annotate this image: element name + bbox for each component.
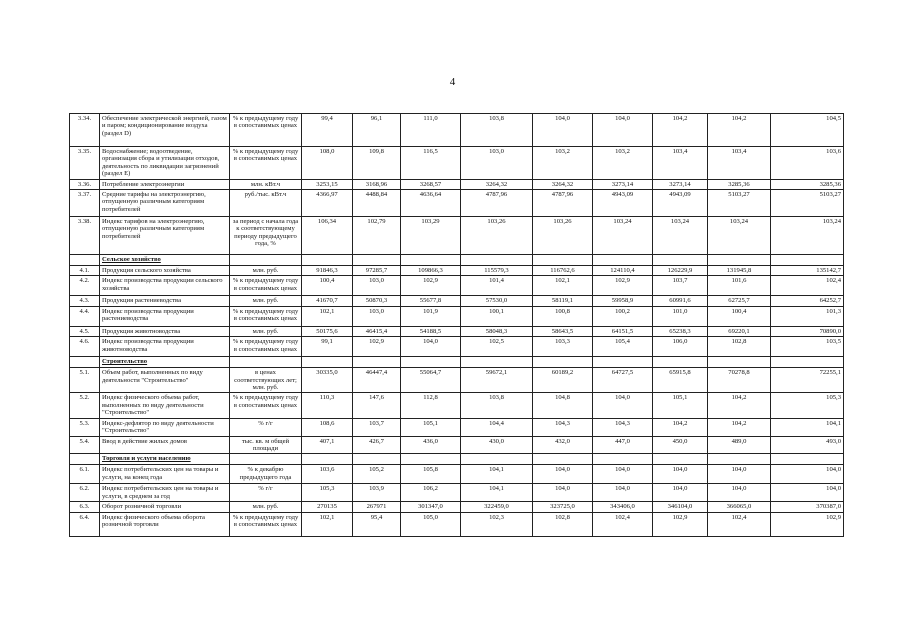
value-cell: 103,6 bbox=[302, 465, 353, 484]
indicator-name: Обеспечение электрической энергией, газом и паром; кондиционирование воздуха (раздел D) bbox=[100, 114, 230, 147]
value-cell: 103,24 bbox=[593, 217, 653, 255]
value-cell: 103,2 bbox=[533, 147, 593, 180]
value-cell: 447,0 bbox=[593, 436, 653, 454]
indicator-name: Оборот розничной торговли bbox=[100, 502, 230, 512]
value-cell: 46447,4 bbox=[353, 368, 401, 393]
value-cell: 105,1 bbox=[401, 418, 461, 436]
value-cell: 104,2 bbox=[708, 418, 771, 436]
value-cell: 450,0 bbox=[653, 436, 708, 454]
value-cell: 3285,36 bbox=[708, 179, 771, 189]
value-cell: 3273,14 bbox=[593, 179, 653, 189]
value-cell: 124110,4 bbox=[593, 266, 653, 276]
indicator-name: Индекс физического объема оборота розничной торговли bbox=[100, 512, 230, 536]
value-cell: 65238,3 bbox=[653, 326, 708, 336]
value-cell: 103,7 bbox=[353, 418, 401, 436]
section-header-row bbox=[70, 255, 844, 266]
section-title: Сельское хозяйство bbox=[100, 255, 230, 266]
section-empty-cell bbox=[593, 454, 653, 465]
value-cell: 72255,1 bbox=[771, 368, 844, 393]
value-cell: 103,0 bbox=[353, 306, 401, 326]
value-cell: 322459,0 bbox=[461, 502, 533, 512]
unit-of-measure: % к предыдущему году в сопоставимых ценах bbox=[230, 147, 302, 180]
value-cell: 3253,15 bbox=[302, 179, 353, 189]
value-cell: 55064,7 bbox=[401, 368, 461, 393]
value-cell: 95,4 bbox=[353, 512, 401, 536]
value-cell: 103,3 bbox=[533, 337, 593, 357]
value-cell: 58048,3 bbox=[461, 326, 533, 336]
value-cell: 103,4 bbox=[653, 147, 708, 180]
value-cell: 366065,0 bbox=[708, 502, 771, 512]
value-cell: 103,26 bbox=[533, 217, 593, 255]
value-cell: 57530,0 bbox=[461, 296, 533, 306]
section-empty-cell bbox=[771, 255, 844, 266]
value-cell: 103,0 bbox=[353, 276, 401, 296]
unit-of-measure: % г/г bbox=[230, 418, 302, 436]
row-code: 4.2. bbox=[70, 276, 100, 296]
value-cell: 407,1 bbox=[302, 436, 353, 454]
value-cell: 101,4 bbox=[461, 276, 533, 296]
indicator-name: Объем работ, выполненных по виду деятельности "Строительство" bbox=[100, 368, 230, 393]
indicator-name: Индекс потребительских цен на товары и услуги, в среднем за год bbox=[100, 484, 230, 502]
unit-of-measure: % к предыдущему году в сопоставимых ценах bbox=[230, 512, 302, 536]
section-empty-cell bbox=[302, 357, 353, 368]
row-code: 3.38. bbox=[70, 217, 100, 255]
table-row bbox=[70, 512, 844, 536]
unit-of-measure: млн. руб. bbox=[230, 326, 302, 336]
value-cell: 301347,0 bbox=[401, 502, 461, 512]
value-cell: 101,6 bbox=[708, 276, 771, 296]
unit-of-measure: % к предыдущему году в сопоставимых ценах bbox=[230, 276, 302, 296]
section-empty-cell bbox=[401, 454, 461, 465]
value-cell: 104,0 bbox=[653, 484, 708, 502]
unit-of-measure: % к декабрю предыдущего года bbox=[230, 465, 302, 484]
table-row bbox=[70, 179, 844, 189]
value-cell: 106,2 bbox=[401, 484, 461, 502]
section-empty-cell bbox=[708, 255, 771, 266]
value-cell: 100,2 bbox=[593, 306, 653, 326]
value-cell: 102,3 bbox=[461, 512, 533, 536]
value-cell: 103,9 bbox=[353, 484, 401, 502]
indicator-name: Продукция растениеводства bbox=[100, 296, 230, 306]
value-cell: 103,0 bbox=[461, 147, 533, 180]
value-cell: 65915,8 bbox=[653, 368, 708, 393]
row-code: 3.37. bbox=[70, 190, 100, 217]
value-cell: 4366,97 bbox=[302, 190, 353, 217]
page-number: 4 bbox=[449, 76, 456, 88]
section-empty-cell bbox=[401, 357, 461, 368]
row-code: 3.35. bbox=[70, 147, 100, 180]
value-cell: 105,3 bbox=[302, 484, 353, 502]
value-cell: 104,0 bbox=[401, 337, 461, 357]
indicators-table bbox=[69, 113, 844, 537]
value-cell: 4787,96 bbox=[533, 190, 593, 217]
value-cell: 60991,6 bbox=[653, 296, 708, 306]
unit-of-measure: % к предыдущему году в сопоставимых ценах bbox=[230, 114, 302, 147]
section-empty-cell bbox=[533, 255, 593, 266]
value-cell: 101,0 bbox=[653, 306, 708, 326]
unit-of-measure: млн. кВт.ч bbox=[230, 179, 302, 189]
row-code: 4.1. bbox=[70, 266, 100, 276]
value-cell: 104,1 bbox=[461, 484, 533, 502]
value-cell: 104,2 bbox=[708, 114, 771, 147]
value-cell: 104,1 bbox=[461, 465, 533, 484]
value-cell: 105,4 bbox=[593, 337, 653, 357]
value-cell: 102,9 bbox=[353, 337, 401, 357]
value-cell: 104,8 bbox=[533, 393, 593, 418]
value-cell: 99,1 bbox=[302, 337, 353, 357]
section-empty-cell bbox=[230, 255, 302, 266]
row-code: 4.4. bbox=[70, 306, 100, 326]
value-cell: 99,4 bbox=[302, 114, 353, 147]
value-cell: 104,0 bbox=[771, 465, 844, 484]
section-empty-cell bbox=[708, 357, 771, 368]
section-code-cell bbox=[70, 357, 100, 368]
section-empty-cell bbox=[302, 454, 353, 465]
value-cell: 103,8 bbox=[461, 393, 533, 418]
row-code: 3.34. bbox=[70, 114, 100, 147]
value-cell: 100,4 bbox=[708, 306, 771, 326]
value-cell: 64151,5 bbox=[593, 326, 653, 336]
indicator-name: Водоснабжение; водоотведение, организация сбора и утилизации отходов, деятельность по ликвидации загрязнений (раздел E) bbox=[100, 147, 230, 180]
value-cell: 64252,7 bbox=[771, 296, 844, 306]
value-cell: 104,0 bbox=[533, 484, 593, 502]
value-cell: 102,8 bbox=[708, 337, 771, 357]
value-cell: 64727,5 bbox=[593, 368, 653, 393]
indicator-name: Продукция животноводства bbox=[100, 326, 230, 336]
value-cell: 126229,9 bbox=[653, 266, 708, 276]
unit-of-measure: за период с начала года к соответствующему периоду предыдущего года, % bbox=[230, 217, 302, 255]
value-cell: 30335,0 bbox=[302, 368, 353, 393]
value-cell: 115579,3 bbox=[461, 266, 533, 276]
value-cell: 426,7 bbox=[353, 436, 401, 454]
value-cell: 104,0 bbox=[533, 114, 593, 147]
value-cell: 270135 bbox=[302, 502, 353, 512]
value-cell: 104,3 bbox=[593, 418, 653, 436]
value-cell: 104,2 bbox=[708, 393, 771, 418]
indicator-name: Индекс-дефлятор по виду деятельности "Строительство" bbox=[100, 418, 230, 436]
row-code: 6.1. bbox=[70, 465, 100, 484]
value-cell: 104,0 bbox=[653, 465, 708, 484]
row-code: 6.2. bbox=[70, 484, 100, 502]
indicator-name: Индекс физического объема работ, выполненных по виду деятельности "Строительство" bbox=[100, 393, 230, 418]
value-cell: 62725,7 bbox=[708, 296, 771, 306]
value-cell: 60189,2 bbox=[533, 368, 593, 393]
value-cell: 103,5 bbox=[771, 337, 844, 357]
value-cell: 58643,5 bbox=[533, 326, 593, 336]
table-row bbox=[70, 326, 844, 336]
value-cell: 131945,8 bbox=[708, 266, 771, 276]
row-code: 5.1. bbox=[70, 368, 100, 393]
value-cell: 111,0 bbox=[401, 114, 461, 147]
section-empty-cell bbox=[653, 357, 708, 368]
unit-of-measure: % к предыдущему году в сопоставимых ценах bbox=[230, 337, 302, 357]
value-cell: 105,2 bbox=[353, 465, 401, 484]
value-cell: 100,8 bbox=[533, 306, 593, 326]
value-cell: 5103,27 bbox=[708, 190, 771, 217]
value-cell: 103,29 bbox=[401, 217, 461, 255]
value-cell: 103,24 bbox=[771, 217, 844, 255]
row-code: 6.3. bbox=[70, 502, 100, 512]
section-empty-cell bbox=[708, 454, 771, 465]
indicator-name: Индекс производства продукции животноводства bbox=[100, 337, 230, 357]
value-cell: 104,2 bbox=[653, 418, 708, 436]
section-title: Торговля и услуги населению bbox=[100, 454, 230, 465]
value-cell: 54188,5 bbox=[401, 326, 461, 336]
value-cell: 91846,3 bbox=[302, 266, 353, 276]
value-cell: 3264,32 bbox=[461, 179, 533, 189]
value-cell: 59672,1 bbox=[461, 368, 533, 393]
section-empty-cell bbox=[353, 454, 401, 465]
value-cell: 104,0 bbox=[593, 393, 653, 418]
value-cell: 103,2 bbox=[593, 147, 653, 180]
value-cell: 323725,0 bbox=[533, 502, 593, 512]
value-cell: 105,3 bbox=[771, 393, 844, 418]
section-empty-cell bbox=[653, 454, 708, 465]
value-cell: 104,0 bbox=[533, 465, 593, 484]
unit-of-measure: % к предыдущему году в сопоставимых ценах bbox=[230, 306, 302, 326]
value-cell: 103,7 bbox=[653, 276, 708, 296]
value-cell: 104,1 bbox=[771, 418, 844, 436]
value-cell: 104,5 bbox=[771, 114, 844, 147]
value-cell: 102,9 bbox=[653, 512, 708, 536]
indicator-name: Ввод в действие жилых домов bbox=[100, 436, 230, 454]
table-row bbox=[70, 147, 844, 180]
row-code: 6.4. bbox=[70, 512, 100, 536]
value-cell: 103,26 bbox=[461, 217, 533, 255]
section-empty-cell bbox=[230, 357, 302, 368]
table-row bbox=[70, 368, 844, 393]
value-cell: 116,5 bbox=[401, 147, 461, 180]
value-cell: 102,4 bbox=[771, 276, 844, 296]
value-cell: 3273,14 bbox=[653, 179, 708, 189]
value-cell: 100,4 bbox=[302, 276, 353, 296]
value-cell: 4943,09 bbox=[593, 190, 653, 217]
value-cell: 104,0 bbox=[708, 484, 771, 502]
unit-of-measure: тыс. кв. м общей площади bbox=[230, 436, 302, 454]
value-cell: 69220,1 bbox=[708, 326, 771, 336]
value-cell: 102,1 bbox=[302, 306, 353, 326]
unit-of-measure: млн. руб. bbox=[230, 266, 302, 276]
value-cell: 3268,57 bbox=[401, 179, 461, 189]
value-cell: 106,0 bbox=[653, 337, 708, 357]
value-cell: 343406,0 bbox=[593, 502, 653, 512]
value-cell: 55677,8 bbox=[401, 296, 461, 306]
value-cell: 267971 bbox=[353, 502, 401, 512]
value-cell: 430,0 bbox=[461, 436, 533, 454]
value-cell: 46415,4 bbox=[353, 326, 401, 336]
value-cell: 102,4 bbox=[708, 512, 771, 536]
value-cell: 105,0 bbox=[401, 512, 461, 536]
value-cell: 103,24 bbox=[708, 217, 771, 255]
value-cell: 104,0 bbox=[771, 484, 844, 502]
value-cell: 103,24 bbox=[653, 217, 708, 255]
section-code-cell bbox=[70, 454, 100, 465]
value-cell: 102,1 bbox=[302, 512, 353, 536]
value-cell: 493,0 bbox=[771, 436, 844, 454]
value-cell: 100,1 bbox=[461, 306, 533, 326]
section-empty-cell bbox=[302, 255, 353, 266]
value-cell: 102,9 bbox=[593, 276, 653, 296]
value-cell: 108,0 bbox=[302, 147, 353, 180]
value-cell: 101,9 bbox=[401, 306, 461, 326]
table-row bbox=[70, 190, 844, 217]
indicators-table-container bbox=[69, 113, 843, 537]
value-cell: 135142,7 bbox=[771, 266, 844, 276]
value-cell: 108,6 bbox=[302, 418, 353, 436]
table-row bbox=[70, 502, 844, 512]
value-cell: 50175,6 bbox=[302, 326, 353, 336]
value-cell: 70890,0 bbox=[771, 326, 844, 336]
table-row bbox=[70, 276, 844, 296]
section-empty-cell bbox=[401, 255, 461, 266]
row-code: 5.2. bbox=[70, 393, 100, 418]
table-row bbox=[70, 337, 844, 357]
value-cell: 103,8 bbox=[461, 114, 533, 147]
section-title: Строительство bbox=[100, 357, 230, 368]
indicator-name: Индекс производства продукции растениеводства bbox=[100, 306, 230, 326]
value-cell: 4787,96 bbox=[461, 190, 533, 217]
value-cell: 104,0 bbox=[593, 465, 653, 484]
value-cell: 102,5 bbox=[461, 337, 533, 357]
table-row bbox=[70, 296, 844, 306]
table-row bbox=[70, 393, 844, 418]
unit-of-measure: млн. руб. bbox=[230, 296, 302, 306]
value-cell: 102,79 bbox=[353, 217, 401, 255]
row-code: 3.36. bbox=[70, 179, 100, 189]
value-cell: 370387,0 bbox=[771, 502, 844, 512]
section-empty-cell bbox=[533, 454, 593, 465]
value-cell: 110,3 bbox=[302, 393, 353, 418]
unit-of-measure: в ценах соответствующих лет; млн. руб. bbox=[230, 368, 302, 393]
value-cell: 104,0 bbox=[593, 484, 653, 502]
table-row bbox=[70, 484, 844, 502]
section-empty-cell bbox=[593, 357, 653, 368]
value-cell: 103,6 bbox=[771, 147, 844, 180]
value-cell: 489,0 bbox=[708, 436, 771, 454]
indicator-name: Индекс потребительских цен на товары и услуги, на конец года bbox=[100, 465, 230, 484]
value-cell: 436,0 bbox=[401, 436, 461, 454]
unit-of-measure: % г/г bbox=[230, 484, 302, 502]
unit-of-measure: млн. руб. bbox=[230, 502, 302, 512]
value-cell: 4488,84 bbox=[353, 190, 401, 217]
value-cell: 109866,3 bbox=[401, 266, 461, 276]
value-cell: 102,9 bbox=[771, 512, 844, 536]
value-cell: 4943,09 bbox=[653, 190, 708, 217]
row-code: 5.4. bbox=[70, 436, 100, 454]
section-header-row bbox=[70, 454, 844, 465]
value-cell: 4636,64 bbox=[401, 190, 461, 217]
table-row bbox=[70, 114, 844, 147]
value-cell: 112,8 bbox=[401, 393, 461, 418]
section-empty-cell bbox=[230, 454, 302, 465]
row-code: 5.3. bbox=[70, 418, 100, 436]
section-code-cell bbox=[70, 255, 100, 266]
value-cell: 102,1 bbox=[533, 276, 593, 296]
value-cell: 104,4 bbox=[461, 418, 533, 436]
value-cell: 104,2 bbox=[653, 114, 708, 147]
value-cell: 59958,9 bbox=[593, 296, 653, 306]
value-cell: 109,8 bbox=[353, 147, 401, 180]
row-code: 4.5. bbox=[70, 326, 100, 336]
indicator-name: Потребление электроэнергии bbox=[100, 179, 230, 189]
table-row bbox=[70, 217, 844, 255]
section-header-row bbox=[70, 357, 844, 368]
value-cell: 41670,7 bbox=[302, 296, 353, 306]
section-empty-cell bbox=[533, 357, 593, 368]
value-cell: 50870,3 bbox=[353, 296, 401, 306]
table-body bbox=[70, 114, 844, 537]
value-cell: 3168,96 bbox=[353, 179, 401, 189]
value-cell: 116762,6 bbox=[533, 266, 593, 276]
section-empty-cell bbox=[461, 255, 533, 266]
value-cell: 5103,27 bbox=[771, 190, 844, 217]
value-cell: 101,3 bbox=[771, 306, 844, 326]
value-cell: 97285,7 bbox=[353, 266, 401, 276]
section-empty-cell bbox=[461, 357, 533, 368]
value-cell: 106,34 bbox=[302, 217, 353, 255]
value-cell: 102,9 bbox=[401, 276, 461, 296]
section-empty-cell bbox=[771, 454, 844, 465]
section-empty-cell bbox=[653, 255, 708, 266]
value-cell: 432,0 bbox=[533, 436, 593, 454]
row-code: 4.6. bbox=[70, 337, 100, 357]
value-cell: 103,4 bbox=[708, 147, 771, 180]
unit-of-measure: % к предыдущему году в сопоставимых ценах bbox=[230, 393, 302, 418]
value-cell: 105,1 bbox=[653, 393, 708, 418]
section-empty-cell bbox=[593, 255, 653, 266]
indicator-name: Индекс тарифов на электроэнергию, отпущенную различным категориям потребителей bbox=[100, 217, 230, 255]
value-cell: 104,0 bbox=[708, 465, 771, 484]
indicator-name: Продукция сельского хозяйства bbox=[100, 266, 230, 276]
value-cell: 58119,1 bbox=[533, 296, 593, 306]
table-row bbox=[70, 436, 844, 454]
value-cell: 104,0 bbox=[593, 114, 653, 147]
indicator-name: Индекс производства продукции сельского хозяйства bbox=[100, 276, 230, 296]
row-code: 4.3. bbox=[70, 296, 100, 306]
table-row bbox=[70, 418, 844, 436]
section-empty-cell bbox=[771, 357, 844, 368]
indicator-name: Средние тарифы на электроэнергию, отпущенную различным категориям потребителей bbox=[100, 190, 230, 217]
value-cell: 96,1 bbox=[353, 114, 401, 147]
section-empty-cell bbox=[353, 357, 401, 368]
table-row bbox=[70, 266, 844, 276]
unit-of-measure: руб./тыс. кВт.ч bbox=[230, 190, 302, 217]
table-row bbox=[70, 465, 844, 484]
value-cell: 102,8 bbox=[533, 512, 593, 536]
value-cell: 346104,0 bbox=[653, 502, 708, 512]
value-cell: 104,3 bbox=[533, 418, 593, 436]
value-cell: 102,4 bbox=[593, 512, 653, 536]
value-cell: 70278,8 bbox=[708, 368, 771, 393]
value-cell: 105,8 bbox=[401, 465, 461, 484]
value-cell: 3285,36 bbox=[771, 179, 844, 189]
table-row bbox=[70, 306, 844, 326]
section-empty-cell bbox=[353, 255, 401, 266]
section-empty-cell bbox=[461, 454, 533, 465]
value-cell: 3264,32 bbox=[533, 179, 593, 189]
value-cell: 147,6 bbox=[353, 393, 401, 418]
